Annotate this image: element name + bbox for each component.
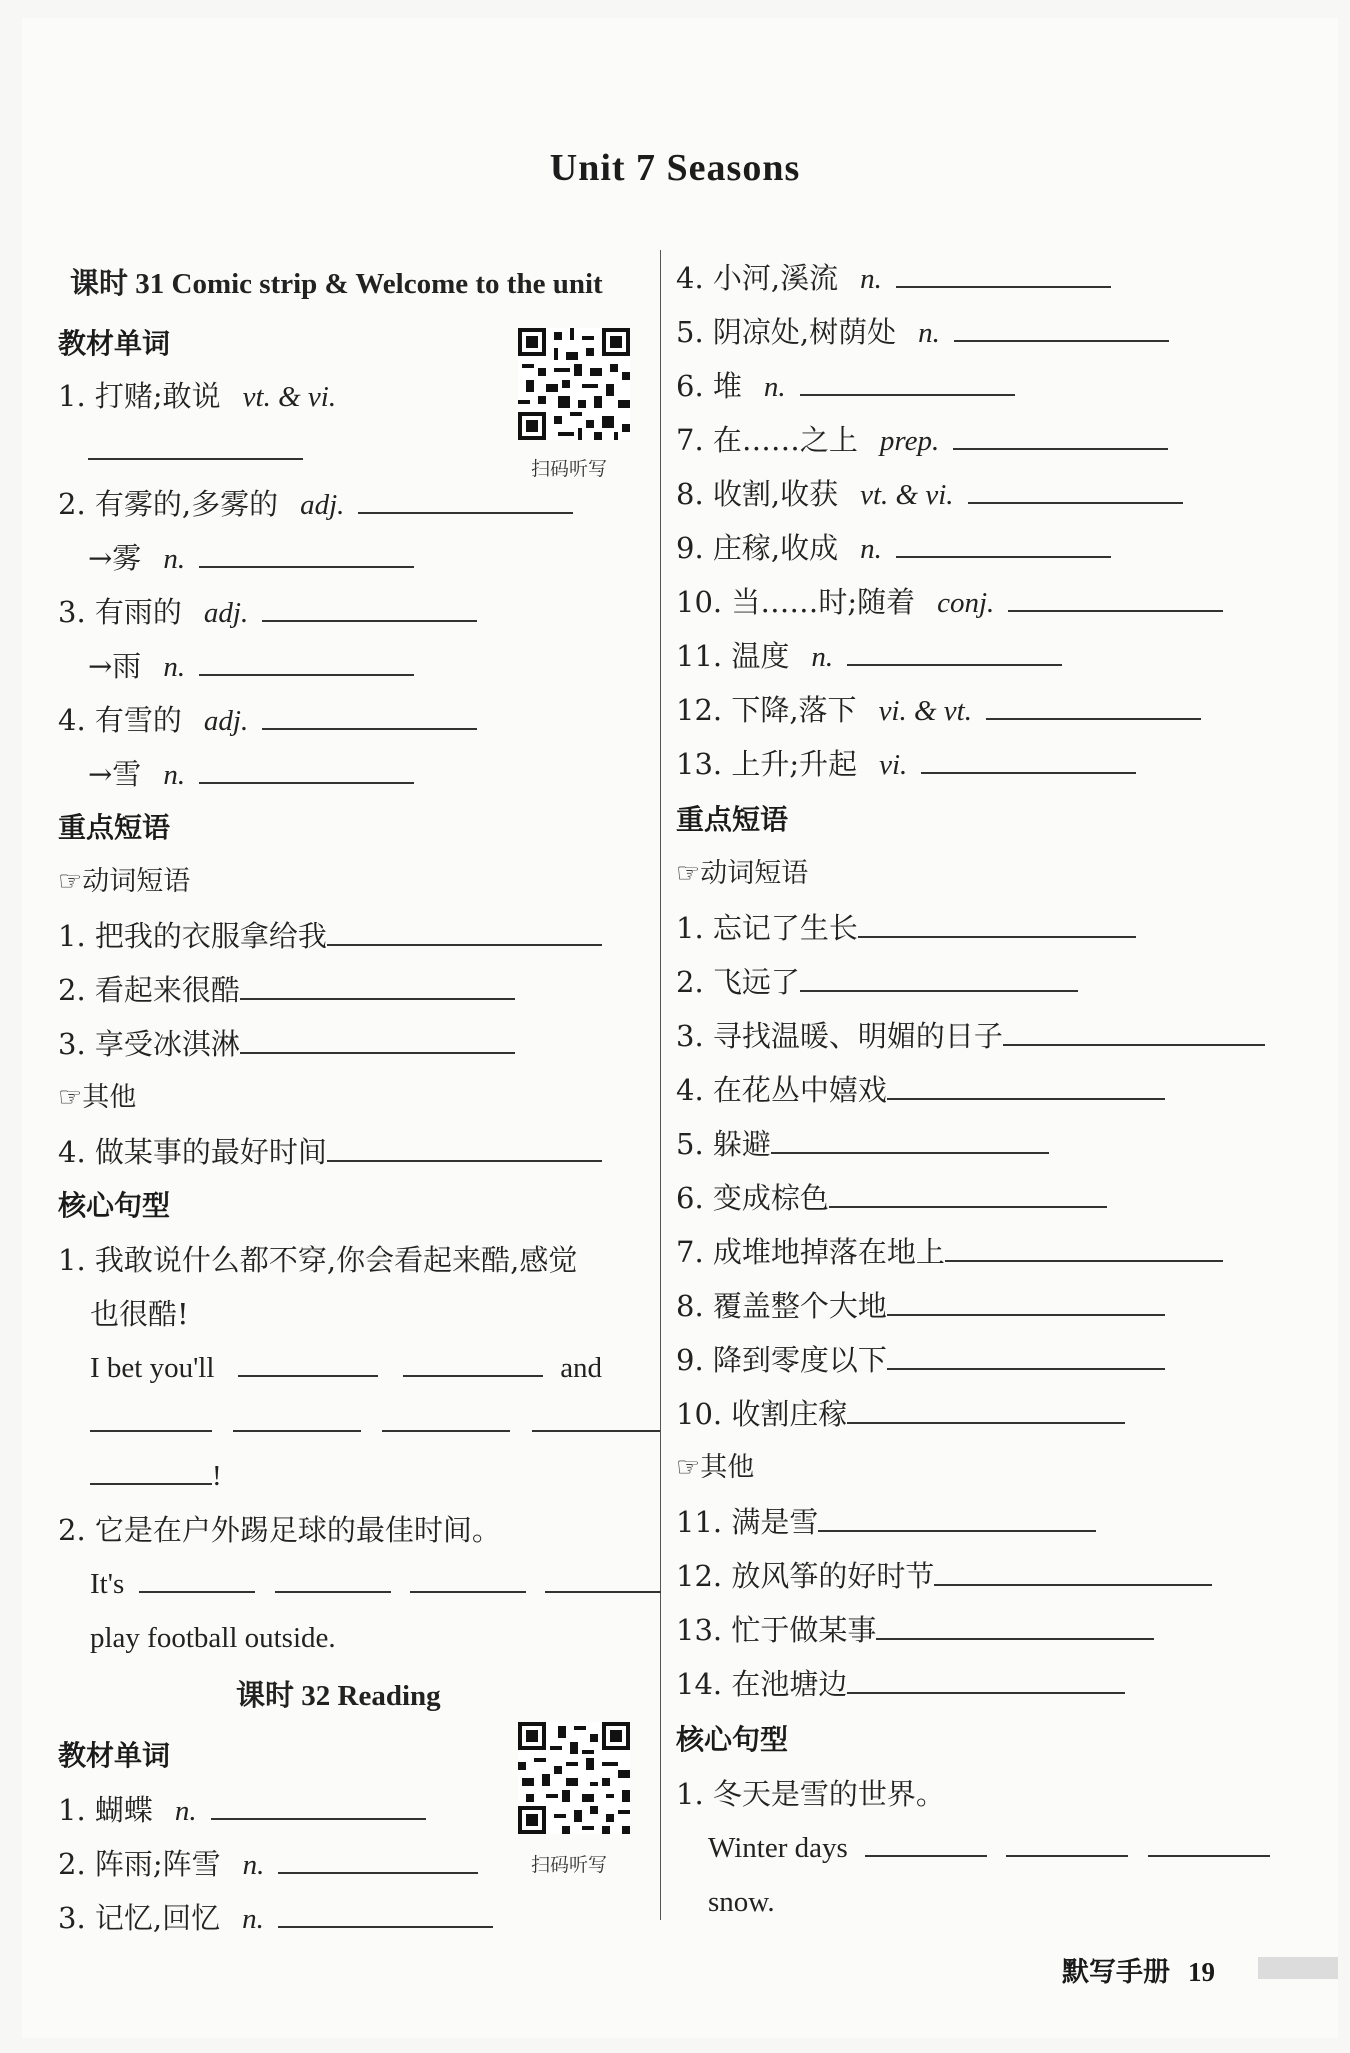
sentence-1-blanks[interactable]	[90, 1402, 660, 1442]
word-item-1: 1. 打赌;敢说 vt. & vi.	[58, 379, 337, 413]
phrase-item-3: 3. 享受冰淇淋	[58, 1024, 515, 1064]
word-item-r13: 13. 上升;升起 vi.	[676, 744, 1136, 785]
word-item-fog: →雾 n.	[88, 538, 414, 579]
footer-decoration	[1258, 1957, 1338, 1979]
sentence-2-english-cont: play football outside.	[90, 1622, 336, 1654]
word2-item-2: 2. 阵雨;阵雪 n.	[58, 1844, 478, 1885]
phrase-item-r12: 12. 放风筝的好时节	[676, 1556, 1212, 1596]
sentence-r1-chinese: 1. 冬天是雪的世界。	[676, 1777, 945, 1811]
word-item-r11: 11. 温度 n.	[676, 636, 1062, 677]
sentence-1-english: I bet you'll and	[90, 1348, 602, 1388]
phrase-item-r9: 9. 降到零度以下	[676, 1340, 1165, 1380]
phrase-item-r2: 2. 飞远了	[676, 962, 1078, 1002]
word2-item-3: 3. 记忆,回忆 n.	[58, 1898, 493, 1939]
phrase-item-r11: 11. 满是雪	[676, 1502, 1096, 1542]
subsection-other-r: ☞其他	[676, 1452, 755, 1483]
word2-item-1: 1. 蝴蝶 n.	[58, 1790, 426, 1831]
sentence-1-chinese-cont: 也很酷!	[90, 1297, 189, 1331]
phrase-item-r7: 7. 成堆地掉落在地上	[676, 1232, 1223, 1272]
column-divider	[660, 250, 661, 1920]
subsection-verb-phrases: ☞动词短语	[58, 866, 191, 897]
sentence-2-english: It's	[90, 1564, 661, 1604]
sentence-1-chinese: 1. 我敢说什么都不穿,你会看起来酷,感觉	[58, 1243, 578, 1277]
answer-blank[interactable]	[88, 430, 303, 470]
word-item-r12: 12. 下降,落下 vi. & vt.	[676, 690, 1201, 731]
qr-code-icon[interactable]	[518, 328, 630, 440]
phrase-item-2: 2. 看起来很酷	[58, 970, 515, 1010]
section-key-phrases-r: 重点短语	[676, 803, 789, 836]
section-textbook-words-2: 教材单词	[58, 1739, 171, 1772]
section-core-sentences: 核心句型	[58, 1189, 171, 1222]
word-item-2: 2. 有雾的,多雾的 adj.	[58, 484, 573, 525]
page-footer	[1062, 1950, 1215, 1989]
phrase-item-r10: 10. 收割庄稼	[676, 1394, 1125, 1434]
section-key-phrases: 重点短语	[58, 811, 171, 844]
qr-code-icon-2[interactable]	[518, 1722, 630, 1834]
qr-label-2: 扫码听写	[531, 1854, 608, 1876]
phrase-item-r3: 3. 寻找温暖、明媚的日子	[676, 1016, 1265, 1056]
sentence-1-end: !	[90, 1456, 222, 1496]
subsection-other: ☞其他	[58, 1082, 137, 1113]
word-item-r7: 7. 在……之上 prep.	[676, 420, 1168, 461]
phrase-item-r5: 5. 躲避	[676, 1124, 1049, 1164]
word-item-r6: 6. 堆 n.	[676, 366, 1015, 407]
word-item-r5: 5. 阴凉处,树荫处 n.	[676, 312, 1169, 353]
sentence-2-chinese: 2. 它是在户外踢足球的最佳时间。	[58, 1513, 501, 1547]
section-textbook-words: 教材单词	[58, 327, 171, 360]
phrase-item-r4: 4. 在花丛中嬉戏	[676, 1070, 1165, 1110]
word-item-r8: 8. 收割,收获 vt. & vi.	[676, 474, 1183, 515]
phrase-item-4: 4. 做某事的最好时间	[58, 1132, 602, 1172]
lesson-31-title: 课时 31 Comic strip & Welcome to the unit	[70, 268, 603, 300]
word-item-3: 3. 有雨的 adj.	[58, 592, 477, 633]
book-name: 默写手册	[1062, 1957, 1170, 1988]
word-item-r4: 4. 小河,溪流 n.	[676, 258, 1111, 299]
word-item-snow: →雪 n.	[88, 754, 414, 795]
sentence-r1-english: Winter days	[708, 1828, 1270, 1868]
subsection-verb-phrases-r: ☞动词短语	[676, 858, 809, 889]
sentence-r1-english-cont: snow.	[708, 1886, 775, 1918]
word-item-4: 4. 有雪的 adj.	[58, 700, 477, 741]
phrase-item-r6: 6. 变成棕色	[676, 1178, 1107, 1218]
qr-label: 扫码听写	[531, 458, 608, 480]
word-item-rain: →雨 n.	[88, 646, 414, 687]
phrase-item-r8: 8. 覆盖整个大地	[676, 1286, 1165, 1326]
page-number: 19	[1188, 1957, 1215, 1987]
phrase-item-r13: 13. 忙于做某事	[676, 1610, 1154, 1650]
phrase-item-1: 1. 把我的衣服拿给我	[58, 916, 602, 956]
lesson-32-title: 课时 32 Reading	[236, 1680, 441, 1712]
section-core-sentences-r: 核心句型	[676, 1723, 789, 1756]
phrase-item-r1: 1. 忘记了生长	[676, 908, 1136, 948]
phrase-item-r14: 14. 在池塘边	[676, 1664, 1125, 1704]
word-item-r10: 10. 当……时;随着 conj.	[676, 582, 1223, 623]
unit-title: Unit 7 Seasons	[549, 147, 801, 189]
word-item-r9: 9. 庄稼,收成 n.	[676, 528, 1111, 569]
